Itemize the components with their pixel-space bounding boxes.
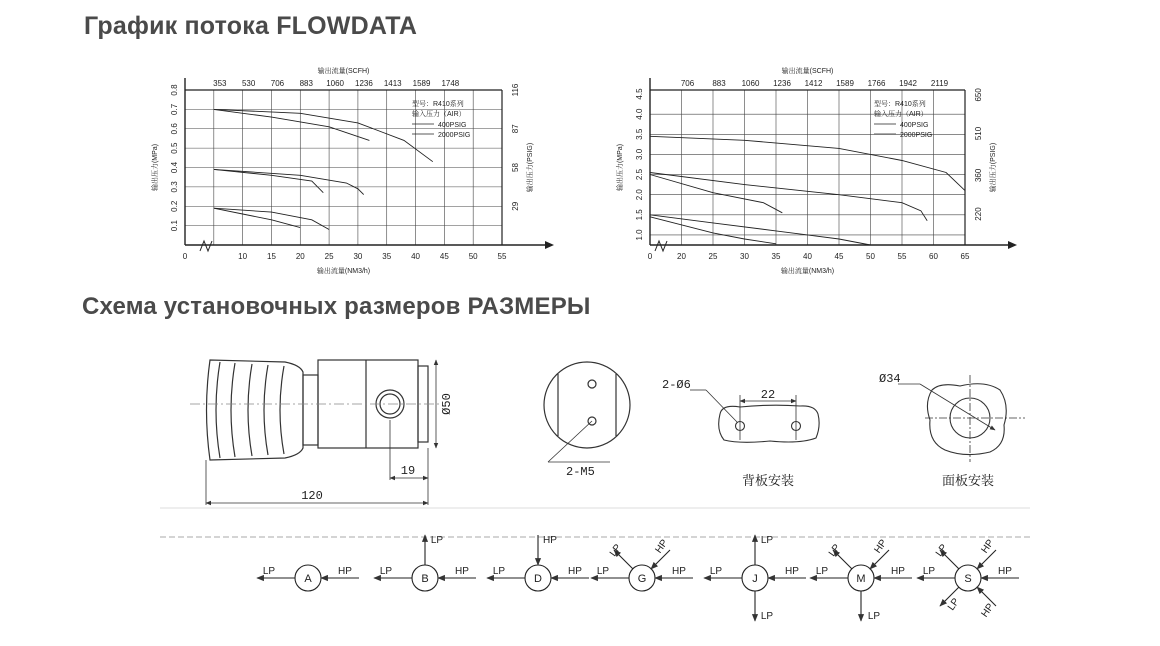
x-tick-label: 20 [295,252,305,261]
y-tick-label: 0.6 [170,123,179,135]
hp-label: HP [998,566,1012,577]
x-top-axis-title: 输出流量(SCFH) [317,68,370,75]
hp-label: HP [979,537,997,556]
legend-input-pressure: 输入压力（AIR） [412,111,466,118]
x-top-tick-label: 706 [270,79,285,88]
x-tick-label: 50 [866,252,875,261]
y-right-tick-label: 29 [511,201,520,211]
regulator-front-view [544,362,630,462]
dim-120-label: 120 [301,489,323,503]
label-phi34: Ø34 [879,372,901,386]
lp-label: LP [709,566,723,577]
x-tick-label: 50 [468,252,478,261]
x-tick-label: 55 [897,252,907,261]
y-axis-title: 输出压力(MPa) [617,143,624,192]
x-tick-label: 55 [497,252,507,261]
label-2phi6: 2-Ø6 [662,378,691,392]
y-tick-label: 0.8 [170,84,179,96]
front-panel-mount [898,375,1025,462]
lp-label: LP [760,611,774,622]
x-top-tick-label: 1236 [355,79,373,88]
label-2m5: 2-M5 [566,465,595,479]
x-axis-title: 输出流量(NM3/h) [316,268,371,275]
regulator-side-view [190,360,440,505]
x-top-tick-label: 883 [712,79,726,88]
port-symbol-m [810,537,912,622]
dim-22-label: 22 [760,388,776,402]
y-right-tick-label: 87 [511,124,520,134]
hp-label: HP [568,566,582,577]
x-top-tick-label: 353 [213,79,227,88]
legend-model: 型号：R410系列 [874,101,926,108]
dimensions-heading: Схема установочных размеров РАЗМЕРЫ [82,293,591,320]
x-top-tick-label: 530 [241,79,256,88]
hp-label: HP [872,537,890,556]
x-tick-label: 65 [960,252,970,261]
y-tick-label: 2.5 [635,168,644,181]
x-top-tick-label: 1589 [836,79,854,88]
y-right-tick-label: 360 [974,168,983,183]
hp-label: HP [653,537,671,556]
hp-label: HP [785,566,799,577]
port-code-label: B [421,573,429,585]
x-top-tick-label: 1589 [412,79,431,88]
port-symbol-a [257,565,359,591]
y-tick-label: 0.3 [170,181,179,193]
y-right-tick-label: 220 [974,207,983,221]
x-top-tick-label: 1748 [441,79,460,88]
label-panel-mount: 面板安装 [941,473,995,488]
lp-label: LP [379,566,393,577]
x-top-tick-label: 2119 [930,79,949,88]
x-top-tick-label: 706 [680,79,695,88]
y-tick-label: 1.5 [635,209,644,221]
x-tick-label: 0 [647,252,653,261]
y-right-axis-title: 输出压力(PSIG) [527,142,534,193]
y-right-tick-label: 510 [974,126,983,141]
port-symbol-b [374,535,476,591]
lp-label: LP [430,535,444,546]
y-tick-label: 0.2 [170,200,179,212]
x-tick-label: 45 [834,252,844,261]
lp-label: LP [867,611,881,622]
lp-label: LP [760,535,774,546]
hp-label: HP [455,566,469,577]
x-top-tick-label: 883 [299,79,313,88]
lp-label: LP [815,566,829,577]
lp-label: LP [607,542,624,559]
x-top-tick-label: 1060 [326,79,344,88]
port-code-label: M [856,573,866,585]
y-tick-label: 0.1 [170,220,179,232]
y-right-tick-label: 116 [511,83,520,97]
x-tick-label: 20 [677,252,686,261]
x-axis-title: 输出流量(NM3/h) [780,268,835,275]
port-code-label: S [964,573,972,585]
y-right-tick-label: 58 [511,163,520,172]
port-configurations [257,535,1019,622]
port-code-label: J [752,573,758,585]
port-code-label: D [534,573,542,585]
port-symbol-j [704,535,806,622]
y-tick-label: 3.0 [635,148,644,160]
hp-label: HP [672,566,686,577]
lp-label: LP [922,566,936,577]
dim-19-label: 19 [400,464,416,478]
y-right-axis-title: 输出压力(PSIG) [990,142,997,193]
lp-label: LP [945,596,962,613]
x-top-tick-label: 1766 [867,79,886,88]
x-top-tick-label: 1413 [383,79,402,88]
x-tick-label: 10 [238,252,248,261]
x-tick-label: 35 [771,252,781,261]
x-top-tick-label: 1060 [741,79,760,88]
legend-entry: 2000PSIG [438,132,471,139]
hp-label: HP [543,535,557,546]
x-top-tick-label: 1236 [773,79,791,88]
legend-entry: 400PSIG [438,122,467,129]
x-tick-label: 30 [740,252,749,261]
y-tick-label: 4.5 [635,88,644,100]
port-code-label: A [304,573,312,585]
x-tick-label: 30 [353,252,363,261]
legend-input-pressure: 输入压力（AIR） [874,111,928,118]
lp-label: LP [492,566,506,577]
x-tick-label: 35 [382,252,392,261]
hp-label: HP [338,566,352,577]
port-code-label: G [637,573,647,585]
x-tick-label: 45 [439,252,449,261]
x-tick-label: 40 [803,252,812,261]
y-tick-label: 3.5 [635,128,644,140]
x-tick-label: 25 [324,252,334,261]
y-tick-label: 0.7 [170,103,179,115]
lp-label: LP [933,542,950,559]
y-tick-label: 4.0 [635,108,644,120]
y-tick-label: 0.4 [170,161,179,174]
x-tick-label: 60 [929,252,938,261]
y-right-tick-label: 650 [974,88,983,102]
lp-label: LP [262,566,276,577]
legend-entry: 2000PSIG [900,132,933,139]
x-tick-label: 40 [411,252,420,261]
y-axis-title: 输出压力(MPa) [152,143,159,192]
port-symbol-s [917,537,1019,619]
hp-label: HP [891,566,905,577]
lp-label: LP [826,542,843,559]
legend-model: 型号：R410系列 [412,101,464,108]
port-symbol-d [487,535,589,591]
back-panel-mount [690,390,819,442]
legend-entry: 400PSIG [900,122,929,129]
y-tick-label: 1.0 [635,229,644,241]
lp-label: LP [596,566,610,577]
x-tick-label: 0 [182,252,188,261]
port-symbol-g [591,537,693,591]
flow-chart-heading: График потока FLOWDATA [84,12,418,40]
x-tick-label: 25 [708,252,718,261]
x-top-axis-title: 输出流量(SCFH) [781,68,834,75]
hp-label: HP [979,601,997,620]
x-tick-label: 15 [267,252,276,261]
x-top-tick-label: 1412 [804,79,823,88]
dim-phi50-label: Ø50 [440,393,454,415]
y-tick-label: 2.0 [635,189,644,201]
y-tick-label: 0.5 [170,142,179,154]
x-top-tick-label: 1942 [899,79,917,88]
label-back-mount: 背板安装 [741,473,795,488]
